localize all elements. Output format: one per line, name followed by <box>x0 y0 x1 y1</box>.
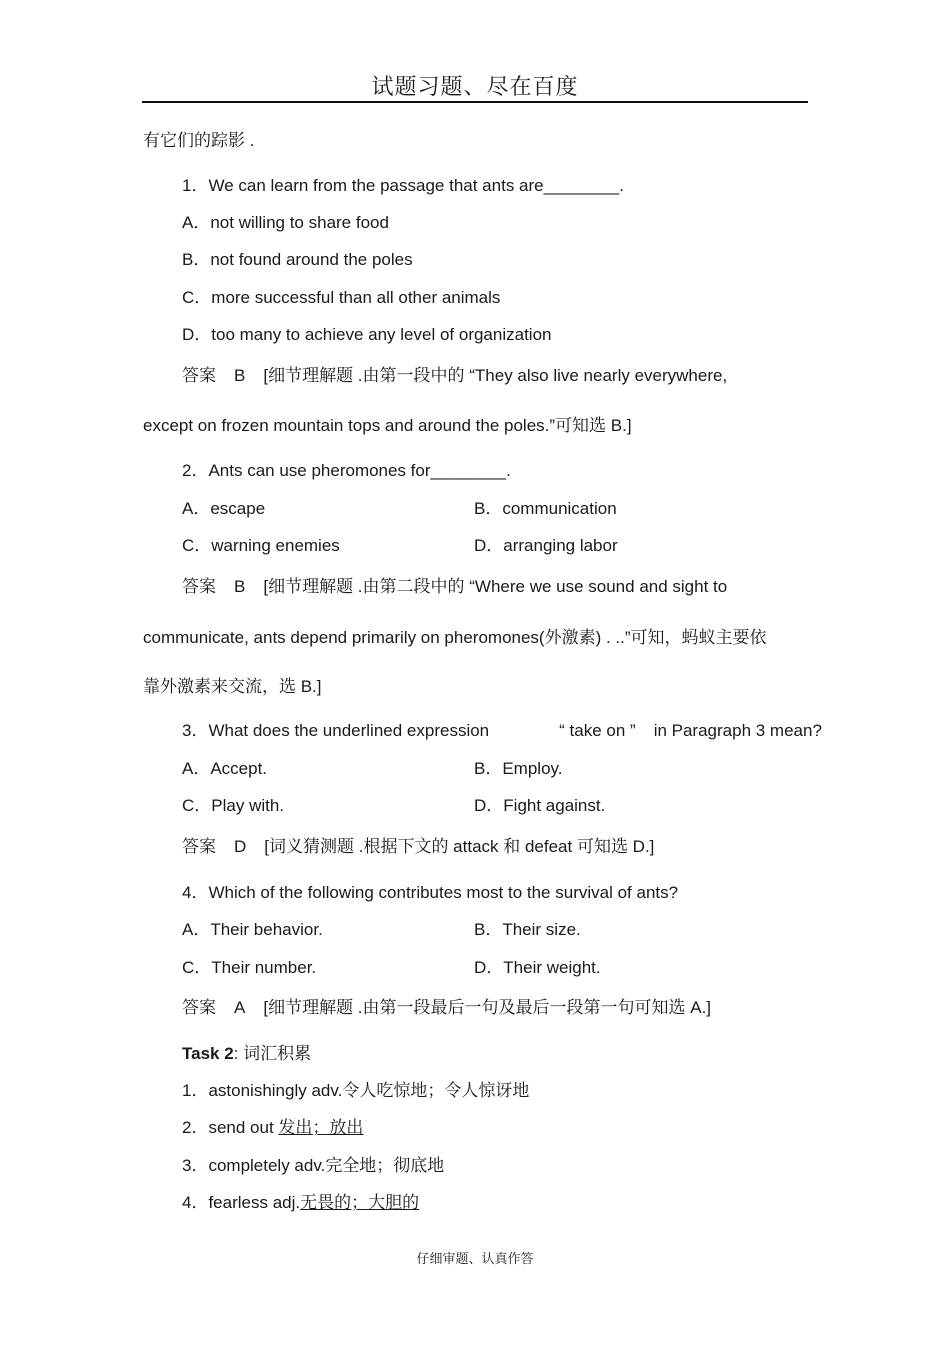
answer-label: 答案 <box>182 998 216 1017</box>
question-1-answer-cont: except on frozen mountain tops and around the poles.”可知选 B.] <box>143 416 632 435</box>
question-2-option-b: B．communication <box>474 499 617 518</box>
task2-subtitle: : 词汇积累 <box>233 1044 312 1063</box>
answer-label: 答案 <box>182 837 216 856</box>
question-2-option-c: C．warning enemies <box>182 536 340 555</box>
answer-letter: A <box>234 998 246 1017</box>
question-2-answer <box>182 572 727 597</box>
vocab-meaning: 无畏的；大胆的 <box>300 1193 420 1212</box>
question-3-answer <box>182 832 654 857</box>
question-3-quoted-expression: “ take on ” <box>559 721 636 740</box>
answer-label: 答案 <box>182 366 216 385</box>
question-4-stem: 4．Which of the following contributes most to the survival of ants? <box>182 883 679 902</box>
question-1-option-d: D．too many to achieve any level of organization <box>182 325 552 344</box>
question-1-option-b: B．not found around the poles <box>182 250 413 269</box>
question-3-option-a: A．Accept. <box>182 759 268 778</box>
answer-letter: B <box>234 366 246 385</box>
answer-explanation: [细节理解题 .由第二段中的 “Where we use sound and sight to <box>263 577 728 596</box>
question-3-option-b: B．Employ. <box>474 759 563 778</box>
vocab-meaning: 发出；放出 <box>278 1118 364 1137</box>
vocab-item-2 <box>182 1113 363 1138</box>
question-4-option-b: B．Their size. <box>474 920 581 939</box>
question-2-option-d: D．arranging labor <box>474 536 618 555</box>
answer-explanation: [细节理解题 .由第一段中的 “They also live nearly everywhere, <box>263 366 728 385</box>
question-3-option-d: D．Fight against. <box>474 796 606 815</box>
page-footer: 仔细审题、认真作答 <box>416 1251 534 1266</box>
question-3-stem-start: 3．What does the underlined expression <box>182 721 490 740</box>
page-header-title: 试题习题、尽在百度 <box>371 75 579 100</box>
question-4-option-a: A．Their behavior. <box>182 920 323 939</box>
vocab-item-1 <box>182 1076 529 1101</box>
answer-label: 答案 <box>182 577 216 596</box>
question-4-option-d: D．Their weight. <box>474 958 601 977</box>
task2-title: Task 2 <box>182 1044 234 1063</box>
vocab-term: 4．fearless adj. <box>182 1193 301 1212</box>
question-1-option-c: C．more successful than all other animals <box>182 288 501 307</box>
answer-explanation: [细节理解题 .由第一段最后一句及最后一段第一句可知选 A.] <box>263 998 712 1017</box>
vocab-item-3 <box>182 1151 444 1176</box>
question-2-answer-cont-2: 靠外激素来交流，选 B.] <box>143 677 322 696</box>
intro-text: 有它们的踪影 . <box>143 131 255 150</box>
question-4-option-c: C．Their number. <box>182 958 317 977</box>
answer-letter: D <box>234 837 247 856</box>
question-3-option-c: C．Play with. <box>182 796 285 815</box>
vocab-meaning: 完全地；彻底地 <box>325 1156 445 1175</box>
question-2-stem: 2．Ants can use pheromones for________. <box>182 461 511 480</box>
question-1-answer <box>182 361 727 386</box>
question-1-option-a: A．not willing to share food <box>182 213 389 232</box>
question-2-option-a: A．escape <box>182 499 266 518</box>
answer-letter: B <box>234 577 246 596</box>
vocab-term: 3．completely adv. <box>182 1156 326 1175</box>
question-3-stem <box>182 716 822 741</box>
question-1-stem: 1．We can learn from the passage that ants are________. <box>182 176 624 195</box>
question-4-answer <box>182 993 711 1018</box>
task2-heading <box>182 1039 311 1064</box>
vocab-term: 2．send out <box>182 1118 279 1137</box>
header-divider <box>142 101 808 103</box>
vocab-term: 1．astonishingly adv. <box>182 1081 343 1100</box>
question-2-answer-cont-1: communicate, ants depend primarily on pheromones(外激素) . ..”可知，蚂蚁主要依 <box>143 628 767 647</box>
answer-explanation: [词义猜测题 .根据下文的 attack 和 defeat 可知选 D.] <box>264 837 655 856</box>
vocab-meaning: 令人吃惊地；令人惊讶地 <box>342 1081 530 1100</box>
question-3-stem-end: in Paragraph 3 mean? <box>653 721 822 740</box>
vocab-item-4 <box>182 1188 419 1213</box>
